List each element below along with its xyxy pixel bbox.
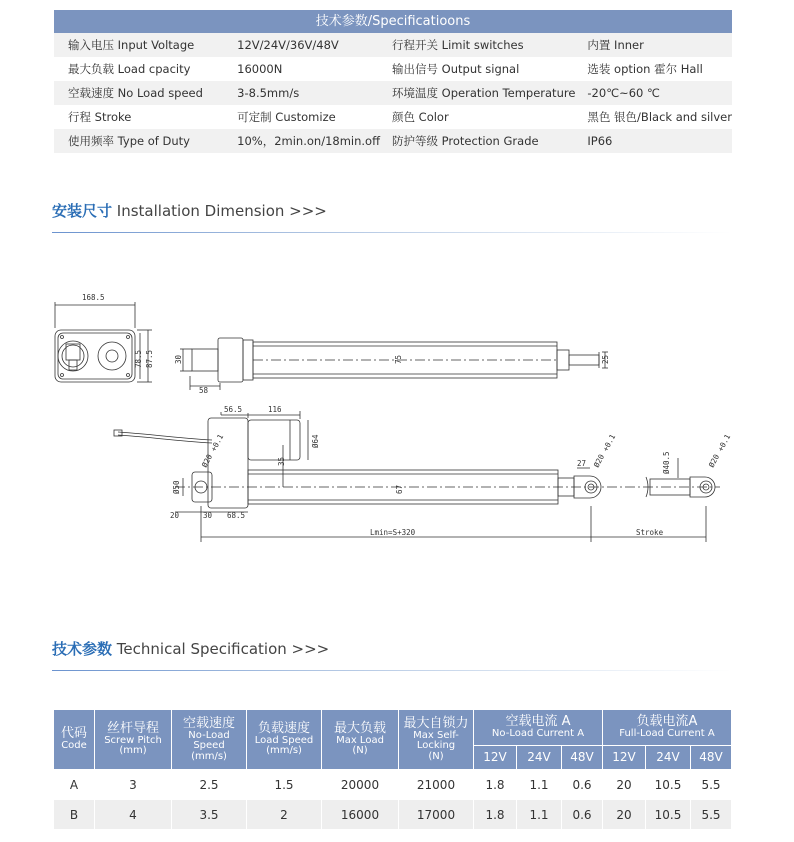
cell-max-load: 20000 [322, 770, 399, 800]
technical-title-en: Technical Specification [116, 640, 287, 658]
spec-row [54, 33, 732, 57]
dim-label: 116 [268, 405, 282, 414]
spec-value: 内置 Inner [575, 33, 732, 57]
dim-label: 58 [199, 386, 209, 395]
cell-load-speed: 1.5 [247, 770, 322, 800]
col-screw-pitch: 丝杆导程 Screw Pitch (mm) [95, 710, 172, 770]
dim-label: 68.5 [227, 511, 246, 520]
technical-divider [52, 670, 732, 671]
cell-self-lock: 21000 [399, 770, 474, 800]
installation-drawing [0, 280, 794, 550]
spec-label: 输出信号 Output signal [380, 57, 575, 81]
spec-value: 黑色 银色/Black and silver [575, 105, 732, 129]
dim-label: Ø40.5 [662, 451, 671, 474]
technical-title-cn: 技术参数 [52, 640, 113, 658]
col-max-load: 最大负载 Max Load (N) [322, 710, 399, 770]
col-voltage: 24V [517, 746, 562, 770]
col-noload-current: 空载电流 A No-Load Current A [474, 710, 603, 746]
col-voltage: 24V [646, 746, 691, 770]
dim-label: 75 [394, 354, 403, 364]
col-voltage: 12V [474, 746, 517, 770]
spec-value: 可定制 Customize [223, 105, 380, 129]
dim-label: 35 [277, 456, 286, 466]
spec-row [54, 81, 732, 105]
cell-nl-24: 1.1 [517, 800, 562, 830]
spec-label: 颜色 Color [380, 105, 575, 129]
spec-value: IP66 [575, 129, 732, 153]
spec-value: 选装 option 霍尔 Hall [575, 57, 732, 81]
spec-value: 10%，2min.on/18min.off [223, 129, 380, 153]
dim-tolerance: +0.1 [600, 432, 618, 453]
dim-label: 87.5 [145, 349, 154, 368]
installation-divider [52, 232, 732, 233]
cell-nl-24: 1.1 [517, 770, 562, 800]
cell-fl-12: 20 [603, 770, 646, 800]
col-fullload-current: 负载电流A Full-Load Current A [603, 710, 732, 746]
dim-label: Ø20 [591, 452, 607, 469]
dim-label: 20 [170, 511, 180, 520]
spec-value: 12V/24V/36V/48V [223, 33, 380, 57]
dim-label: Ø50 [172, 480, 181, 494]
technical-heading [52, 638, 329, 659]
installation-title-en: Installation Dimension [116, 202, 285, 220]
side-view-bottom [114, 411, 720, 542]
spec-table [54, 33, 732, 153]
cell-max-load: 16000 [322, 800, 399, 830]
dim-label: Lmin=S+320 [370, 528, 416, 537]
cell-fl-12: 20 [603, 800, 646, 830]
spec-label: 防护等级 Protection Grade [380, 129, 575, 153]
dim-tolerance: +0.1 [715, 432, 733, 453]
dim-label: 168.5 [82, 293, 105, 302]
table-row [54, 800, 732, 830]
installation-title-cn: 安装尺寸 [52, 202, 113, 220]
dim-label: Ø64 [311, 434, 320, 448]
installation-arrows: >>> [289, 202, 327, 220]
technical-arrows: >>> [291, 640, 330, 658]
col-voltage: 12V [603, 746, 646, 770]
cell-fl-24: 10.5 [646, 770, 691, 800]
spec-label: 空载速度 No Load speed [54, 81, 223, 105]
cell-pitch: 4 [95, 800, 172, 830]
installation-heading [52, 200, 327, 221]
cell-noload-speed: 2.5 [172, 770, 247, 800]
cell-nl-48: 0.6 [562, 770, 603, 800]
dim-label: 67 [395, 484, 404, 494]
end-view [55, 302, 152, 382]
spec-row [54, 129, 732, 153]
spec-row [54, 57, 732, 81]
spec-row [54, 105, 732, 129]
dim-label: 27 [577, 459, 587, 468]
spec-label: 使用频率 Type of Duty [54, 129, 223, 153]
spec-label: 输入电压 Input Voltage [54, 33, 223, 57]
cell-nl-12: 1.8 [474, 800, 517, 830]
dim-label: 30 [203, 511, 213, 520]
dim-tolerance: +0.1 [208, 432, 226, 453]
col-voltage: 48V [691, 746, 732, 770]
technical-table [53, 709, 732, 830]
spec-label: 行程开关 Limit switches [380, 33, 575, 57]
dim-label: 30 [174, 354, 183, 364]
spec-value: -20℃~60 ℃ [575, 81, 732, 105]
spec-table-header: 技术参数/Specificatioons [54, 10, 732, 33]
dim-label: Stroke [636, 528, 664, 537]
cell-load-speed: 2 [247, 800, 322, 830]
col-self-locking: 最大自锁力 Max Self-Locking (N) [399, 710, 474, 770]
cell-fl-48: 5.5 [691, 800, 732, 830]
dim-label: 78.5 [134, 349, 143, 368]
cell-code: B [54, 800, 95, 830]
cell-self-lock: 17000 [399, 800, 474, 830]
dim-label: 25 [601, 354, 610, 364]
cell-nl-48: 0.6 [562, 800, 603, 830]
cell-fl-48: 5.5 [691, 770, 732, 800]
cell-nl-12: 1.8 [474, 770, 517, 800]
col-code: 代码 Code [54, 710, 95, 770]
cell-code: A [54, 770, 95, 800]
col-load-speed: 负载速度 Load Speed (mm/s) [247, 710, 322, 770]
cell-pitch: 3 [95, 770, 172, 800]
spec-value: 3-8.5mm/s [223, 81, 380, 105]
spec-label: 最大负载 Load cpacity [54, 57, 223, 81]
cell-noload-speed: 3.5 [172, 800, 247, 830]
spec-value: 16000N [223, 57, 380, 81]
dim-label: Ø20 [706, 452, 722, 469]
dim-label: 56.5 [224, 405, 243, 414]
spec-label: 行程 Stroke [54, 105, 223, 129]
cell-fl-24: 10.5 [646, 800, 691, 830]
spec-label: 环境温度 Operation Temperature [380, 81, 575, 105]
dim-label: Ø20 [199, 452, 215, 469]
col-noload-speed: 空载速度 No-Load Speed (mm/s) [172, 710, 247, 770]
table-row [54, 770, 732, 800]
col-voltage: 48V [562, 746, 603, 770]
